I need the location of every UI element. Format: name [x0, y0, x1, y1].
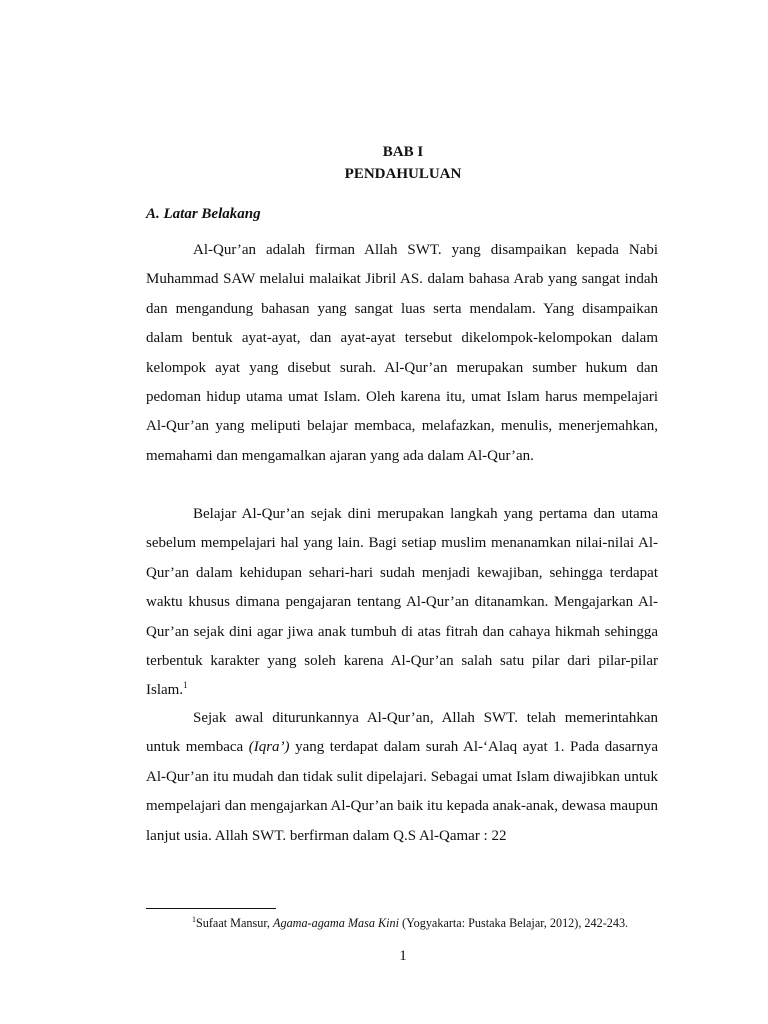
paragraph-3-text-end: yang terdapat dalam surah Al-‘Alaq ayat 1. Pada dasarnya Al-Qur’an itu mudah dan tidak sulit dipelajari. Sebagai umat Islam diwajibkan untuk mempelajari dan mengajarkan Al-Qur’an baik itu kepada anak-anak, dewasa maupun lanjut usia. Allah SWT. berfirman dalam Q.S Al-Qamar : 22: [146, 739, 659, 844]
paragraph-2: [146, 500, 658, 706]
footnote-book-title: Agama-agama Masa Kini: [273, 916, 399, 930]
paragraph-1-block: [146, 236, 658, 471]
footnote-publication: (Yogyakarta: Pustaka Belajar, 2012), 242-243.: [398, 916, 629, 930]
footnote: [192, 914, 628, 932]
paragraph-1: Al-Qur’an adalah firman Allah SWT. yang disampaikan kepada Nabi Muhammad SAW melalui malaikat Jibril AS. dalam bahasa Arab yang sangat indah dan mengandung bahasan yang sangat luas serta mendalam. Yang disampaikan dalam bentuk ayat-ayat, dan ayat-ayat tersebut dikelompok-kelompokan dalam kelompok ayat yang disebut surah. Al-Qur’an merupakan sumber hukum dan pedoman hidup utama umat Islam. Oleh karena itu, umat Islam harus mempelajari Al-Qur’an yang meliputi belajar membaca, melafazkan, menulis, menerjemahkan, memahami dan mengamalkan ajaran yang ada dalam Al-Qur’an.: [146, 242, 658, 464]
footnote-mark: 1: [192, 914, 196, 924]
iqra-term: (Iqra’): [248, 739, 290, 756]
paragraph-3: [146, 704, 658, 851]
chapter-title: PENDAHULUAN: [344, 166, 462, 182]
page-number: 1: [399, 948, 407, 964]
footnote-separator: [146, 908, 276, 909]
paragraph-3-block: [146, 704, 658, 851]
chapter-number: BAB I: [382, 144, 424, 160]
paragraph-3-text-start: Sejak awal diturunkannya Al-Qur’an, Allah SWT. telah memerintahkan untuk membaca: [146, 710, 658, 756]
paragraph-2-text: Belajar Al-Qur’an sejak dini merupakan langkah yang pertama dan utama sebelum mempelajari hal yang lain. Bagi setiap muslim menanamkan nilai-nilai Al-Qur’an dalam kehidupan sehari-hari sudah menjadi kewajiban, sehingga terdapat waktu khusus dimana pengajaran tentang Al-Qur’an ditanamkan. Mengajarkan Al-Qur’an sejak dini agar jiwa anak tumbuh di atas fitrah dan cahaya hikmah sehingga terbentuk karakter yang soleh karena Al-Qur’an salah satu pilar dari pilar-pilar Islam.: [146, 506, 658, 699]
footnote-reference: 1: [183, 680, 188, 691]
footnote-author: Sufaat Mansur,: [196, 916, 274, 930]
paragraph-2-block: [146, 500, 658, 706]
section-heading: A. Latar Belakang: [146, 206, 261, 222]
